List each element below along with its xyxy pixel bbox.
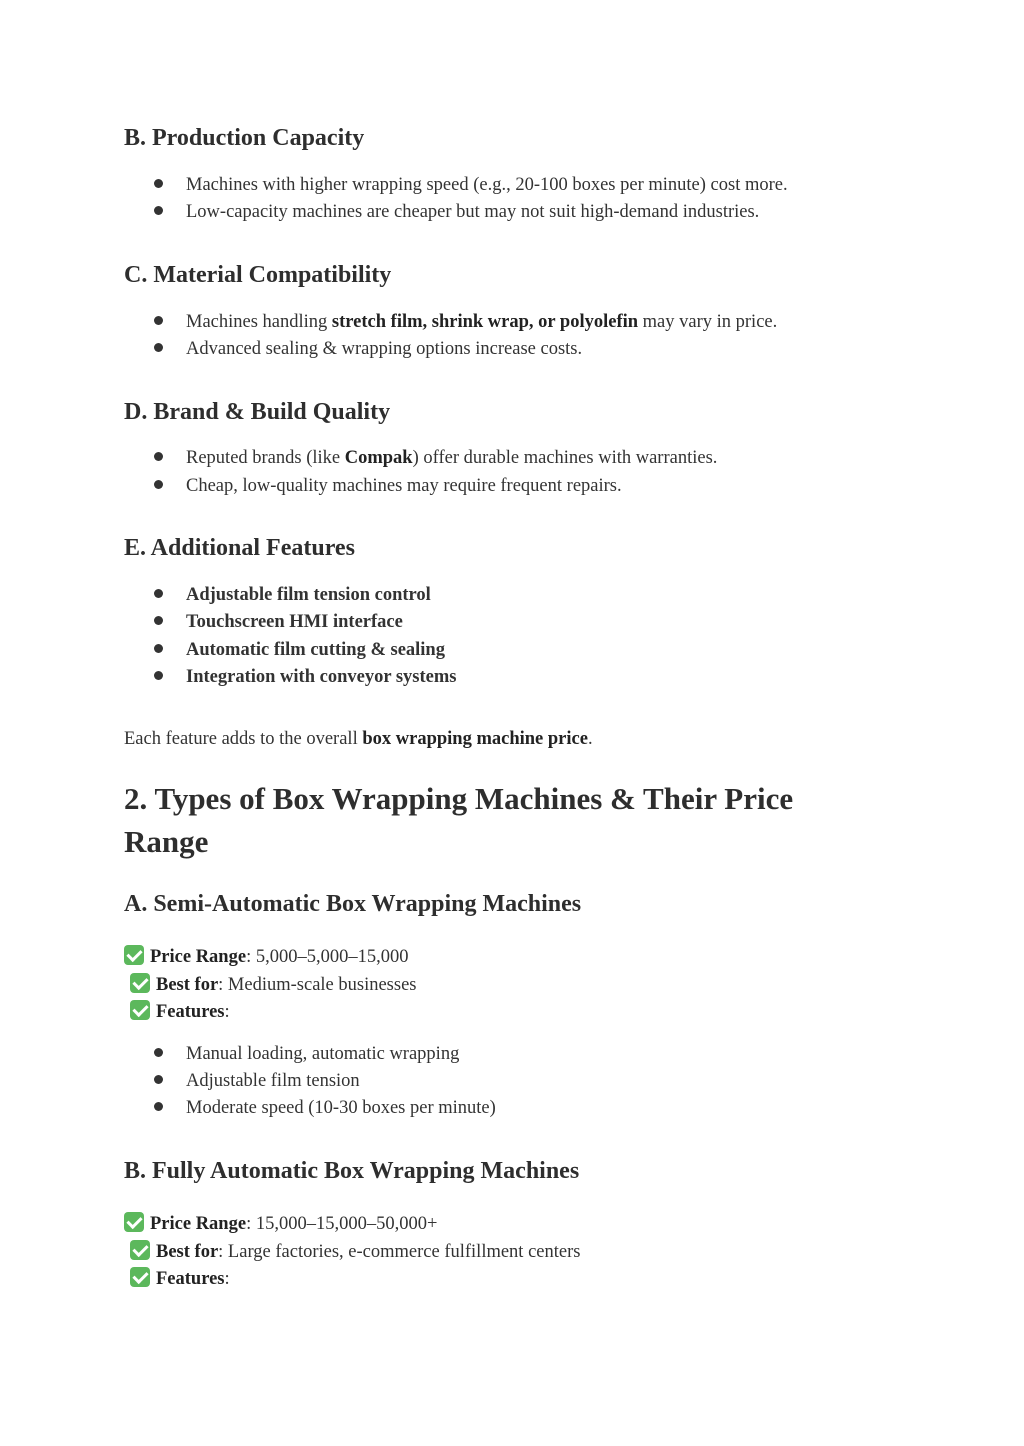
section-heading-fully-automatic: B. Fully Automatic Box Wrapping Machines [124, 1158, 580, 1184]
bullet-icon [154, 179, 163, 188]
check-mark-icon [130, 1240, 150, 1260]
features-summary: Each feature adds to the overall box wrapping machine price. [124, 729, 593, 749]
full-features-label: Features: [130, 1267, 230, 1291]
check-mark-icon [130, 1267, 150, 1287]
semi-features-label: Features: [130, 1000, 230, 1024]
semi-best-for: Best for: Medium-scale businesses [130, 973, 417, 997]
bullet-icon [154, 206, 163, 215]
check-mark-icon [130, 973, 150, 993]
bullet-icon [154, 616, 163, 625]
check-mark-icon [130, 1000, 150, 1020]
bullet-icon [154, 1075, 163, 1084]
check-mark-icon [124, 1212, 144, 1232]
section-heading-semi-automatic: A. Semi-Automatic Box Wrapping Machines [124, 891, 582, 917]
bullet-icon [154, 1102, 163, 1111]
section-heading-brand: D. Brand & Build Quality [124, 399, 391, 425]
types-heading: 2. Types of Box Wrapping Machines & Their Price Range [124, 781, 794, 859]
full-price-range: Price Range: 15,000–15,000–50,000+ [124, 1212, 437, 1236]
bullet-icon [154, 316, 163, 325]
section-heading-production: B. Production Capacity [124, 125, 365, 151]
semi-price-range: Price Range: 5,000–5,000–15,000 [124, 945, 408, 969]
bullet-icon [154, 452, 163, 461]
bullet-icon [154, 589, 163, 598]
section-heading-features: E. Additional Features [124, 535, 355, 561]
bullet-icon [154, 480, 163, 489]
full-best-for: Best for: Large factories, e-commerce fulfillment centers [130, 1240, 580, 1264]
document-page: B. Production Capacity Machines with higher wrapping speed (e.g., 20-100 boxes per minute) cost more. Low-capacity machines are cheaper but may not suit high-demand industries. C. Material Compatibility Machines handling stretch film, shrink wrap, or polyolefin may vary in price. Advanced sealing & wrapping options increase costs. D. Brand & Build Quality Reputed brands (like Compak) offer durable machines with warranties. Cheap, low-quality machines may require frequent repairs. E. Additional Features Adjustable film tension control Touchscreen HMI interface Automatic film cutting & sealing Integration with conveyor systems Each feature adds to the overall box wrapping machine price. 2. Types of Box Wrapping Machines & Their Price Range A. Semi-Automatic Box Wrapping Machines Price Range: 5,000–5,000–15,000 Best for: Medium-scale businesses Features: Manual loading, automatic wrapping Adjustable film tension Moderate speed (10-30 boxes per minute) B. Fully Automatic Box Wrapping Machines Price Range: 15,000–15,000–50,000+ Best for: Large factories, e-commerce fulfillment centers Features: [0, 0, 1024, 1446]
bullet-icon [154, 1048, 163, 1057]
bullet-icon [154, 343, 163, 352]
bullet-icon [154, 644, 163, 653]
bullet-icon [154, 671, 163, 680]
check-mark-icon [124, 945, 144, 965]
section-heading-material: C. Material Compatibility [124, 262, 392, 288]
